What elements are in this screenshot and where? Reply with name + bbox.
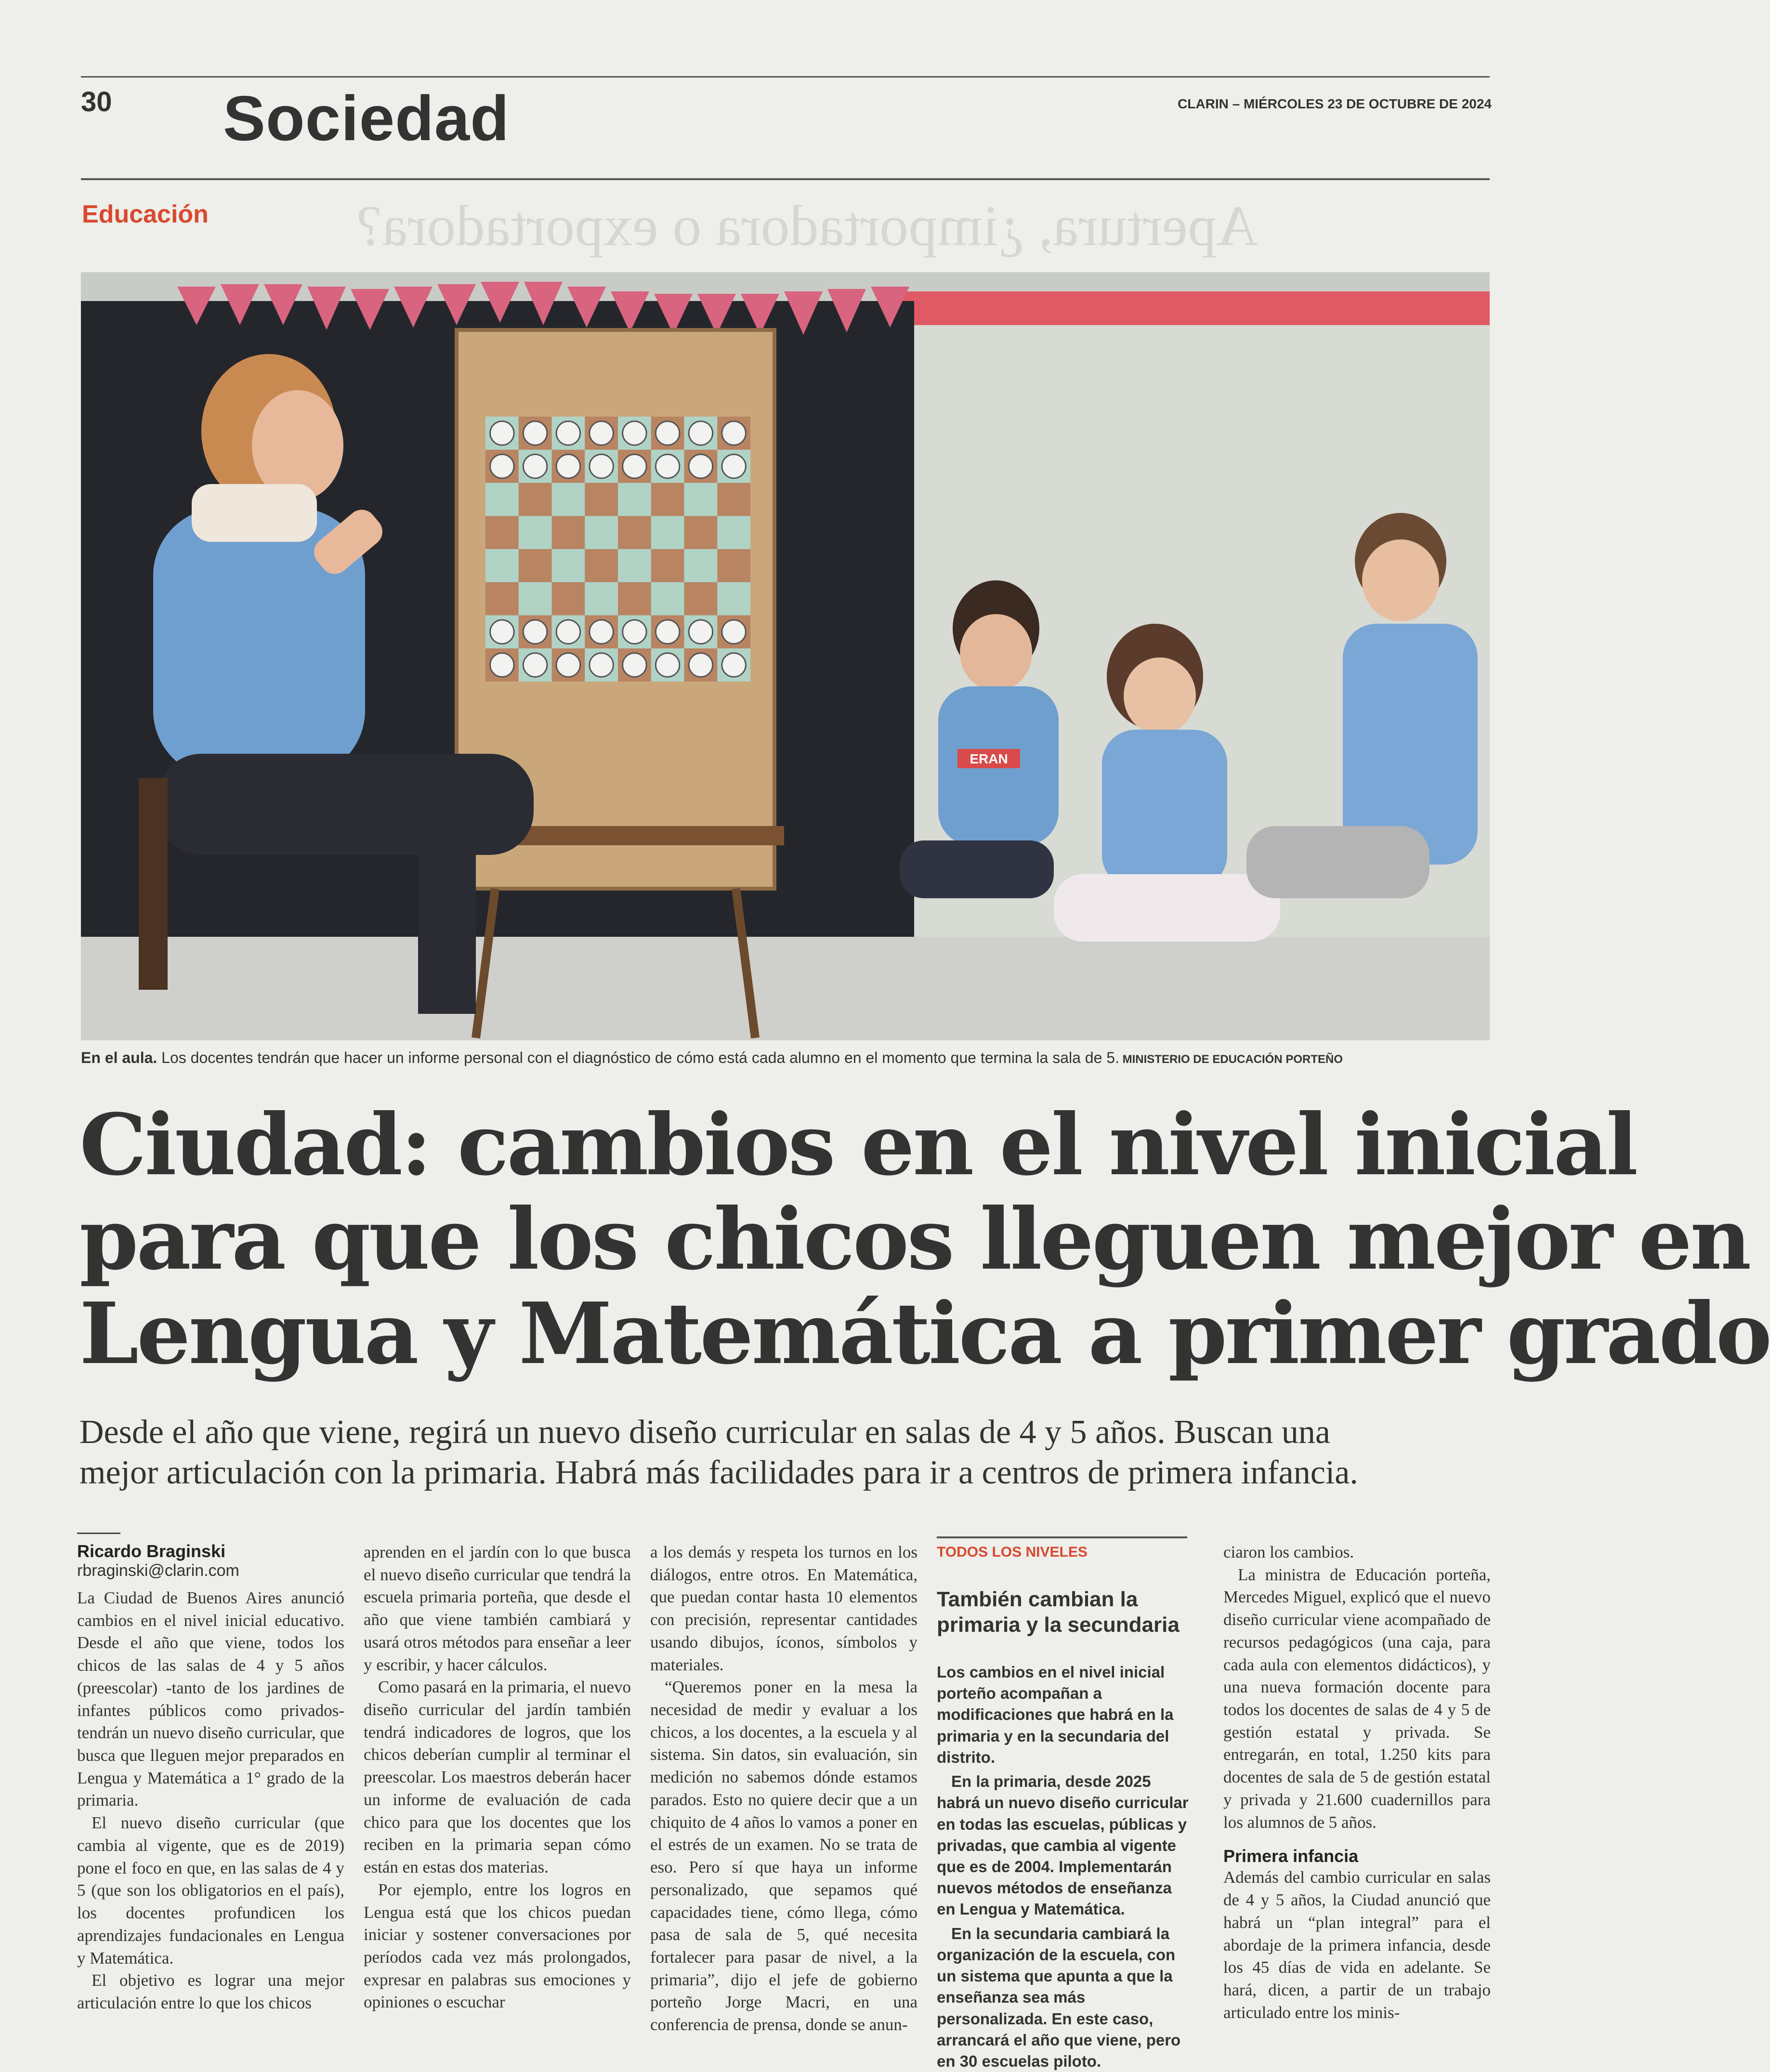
subhead: Primera infancia: [1223, 1846, 1359, 1866]
chess-piece: [490, 454, 514, 478]
chess-square: [519, 549, 552, 582]
paragraph: Por ejemplo, entre los logros en Lengua está que los chicos puedan iniciar y sostener conversaciones por períodos cada vez más prolongados, expresar en palabras sus emociones y opiniones o escuchar: [364, 1880, 631, 2012]
chess-piece: [656, 421, 680, 446]
sidebar-paragraph: Los cambios en el nivel inicial porteño acompañan a modificaciones que habrá en la primaria y en la secundaria del distrito.: [937, 1663, 1174, 1766]
chess-piece: [722, 421, 746, 446]
page-number: 30: [81, 86, 112, 118]
chess-square: [485, 516, 519, 549]
chess-square: [485, 582, 519, 616]
chess-piece: [590, 454, 614, 478]
headline-line: para que los chicos lleguen mejor en: [79, 1190, 1750, 1289]
chess-square: [519, 483, 552, 516]
chess-piece: [623, 620, 647, 644]
chess-piece: [556, 454, 580, 478]
chess-piece: [623, 454, 647, 478]
chess-piece: [722, 620, 746, 644]
chess-square: [651, 483, 684, 516]
article-column-3: [650, 1541, 918, 2036]
sidebar-body: [937, 1662, 1192, 2072]
article-column-2: [364, 1541, 631, 2014]
chess-piece: [590, 421, 614, 446]
bleed-through-text: Apertura, ¿importadora o exportadora?: [356, 194, 1259, 258]
chess-piece: [689, 421, 713, 446]
chess-square: [552, 516, 585, 549]
article-column-1: [77, 1541, 344, 2015]
photo-caption: [81, 1049, 1490, 1067]
chess-piece: [590, 653, 614, 677]
chess-piece: [523, 421, 547, 446]
deck-line: mejor articulación con la primaria. Habrá más facilidades para ir a centros de primera infancia.: [79, 1454, 1358, 1491]
article-headline: [79, 1096, 1770, 1383]
chess-piece: [689, 620, 713, 644]
sidebar-title: También cambian la primaria y la secundaria: [937, 1587, 1180, 1637]
chess-piece: [556, 421, 580, 446]
chess-piece: [656, 653, 680, 677]
byline-email: rbraginski@clarin.com: [77, 1561, 239, 1580]
chess-square: [651, 549, 684, 582]
paragraph: a los demás y respeta los turnos en los diálogos, entre otros. En Matemática, que puedan contar hasta 10 elementos con precisión, representar cantidades usando dibujos, íconos, símbolos y materiales.: [650, 1543, 918, 1674]
paragraph: La ministra de Educación porteña, Mercedes Miguel, explicó que el nuevo diseño curricular viene acompañado de recursos pedagógicos (una caja, para cada aula con elementos didácticos), y una nueva formación docente para todos los docentes de salas de 4 y 5 de gestión estatal y privada. Se entregarán, en total, 1.250 kits para docentes de sala de 5 de gestión estatal y privada y 21.600 cuadernillos para los alumnos de 5 años.: [1223, 1565, 1491, 1832]
header-rule: [81, 178, 1490, 180]
chess-square: [552, 582, 585, 616]
sidebar-paragraph: En la secundaria cambiará la organización de la escuela, con un sistema que apunta a que la enseñanza sea más personalizada. En este caso, arrancará el año que viene, pero en 30 escuelas piloto.: [937, 1924, 1181, 2070]
chess-piece: [523, 620, 547, 644]
chess-piece: [722, 454, 746, 478]
chess-piece: [523, 653, 547, 677]
chess-piece: [656, 454, 680, 478]
caption-text: Los docentes tendrán que hacer un informe personal con el diagnóstico de cómo está cada alumno en el momento que termina la sala de 5.: [157, 1049, 1119, 1066]
masthead-date: CLARIN – MIÉRCOLES 23 DE OCTUBRE DE 2024: [1178, 96, 1492, 111]
chess-square: [684, 582, 718, 616]
headline-line: Lengua y Matemática a primer grado: [79, 1285, 1770, 1383]
chess-square: [717, 483, 750, 516]
paragraph: El objetivo es lograr una mejor articulación entre lo que los chicos: [77, 1971, 344, 2012]
paragraph: La Ciudad de Buenos Aires anunció cambios en el nivel inicial educativo. Desde el año que viene, todos los chicos de las salas de 4 y 5 años (preescolar) -tanto de los jardines de infantes públicos como privados- tendrán un nuevo diseño curricular, que busca que lleguen mejor preparados en Lengua y Matemática a 1° grado de la primaria.: [77, 1588, 344, 1810]
chess-square: [684, 516, 718, 549]
sidebar-tag: TODOS LOS NIVELES: [937, 1536, 1187, 1561]
chess-piece: [689, 653, 713, 677]
chess-piece: [623, 653, 647, 677]
chess-piece: [590, 620, 614, 644]
top-rule: [81, 76, 1490, 78]
vest-logo-text: ERAN: [970, 751, 1008, 766]
section-kicker: Educación: [82, 200, 209, 228]
chess-piece: [556, 620, 580, 644]
article-deck: [79, 1412, 1505, 1493]
chess-piece: [656, 620, 680, 644]
chess-piece: [523, 454, 547, 478]
chess-piece: [490, 421, 514, 446]
chess-piece: [490, 653, 514, 677]
sidebar-paragraph: En la primaria, desde 2025 habrá un nuevo diseño curricular en todas las escuelas, públicas y privadas, que cambia al vigente que es de 2004. Implementarán nuevos métodos de enseñanza en Lengua y Matemática.: [937, 1772, 1189, 1918]
article-photo: [81, 272, 1490, 1040]
paragraph: ciaron los cambios.: [1223, 1543, 1354, 1561]
chess-square: [717, 549, 750, 582]
paragraph: Como pasará en la primaria, el nuevo diseño curricular del jardín también tendrá indicadores de logros, que los chicos deberían cumplir al terminar el preescolar. Los maestros deberán hacer un informe de evaluación de cada chico para que los docentes que los reciben en la primaria sepan cómo están en estas dos materias.: [364, 1678, 631, 1877]
byline-rule: [77, 1533, 120, 1534]
byline-name: Ricardo Braginski: [77, 1541, 226, 1561]
chess-piece: [689, 454, 713, 478]
paragraph: El nuevo diseño curricular (que cambia al vigente, que es de 2019) pone el foco en que, en las salas de 4 y 5 (que son los obligatorios en el país), los docentes profundicen los aprendizajes fundacionales en Lengua y Matemática.: [77, 1813, 344, 1967]
chess-square: [618, 516, 651, 549]
paragraph: aprenden en el jardín con lo que busca el nuevo diseño curricular que tendrá la escuela primaria porteña, que desde el año que viene también cambiará y usará otros métodos para enseñar a leer y escribir, y hacer cálculos.: [364, 1543, 631, 1674]
chess-piece: [556, 653, 580, 677]
caption-credit: MINISTERIO DE EDUCACIÓN PORTEÑO: [1119, 1053, 1343, 1066]
chess-piece: [722, 653, 746, 677]
paragraph: “Queremos poner en la mesa la necesidad de medir y evaluar a los chicos, a los docentes, a la escuela y al sistema. Sin datos, sin evaluación, sin medición no sabemos dónde estamos parados. Esto no quiere decir que a un chiquito de 4 años lo vamos a poner en el estrés de un examen. No se trata de eso. Pero sí que haya un informe personalizado, que sepamos qué capacidades tiene, cómo llega, cómo pasa de sala de 5, qué necesita fortalecer para pasar de nivel, a la primaria”, dijo el jefe de gobierno porteño Jorge Macri, en una conferencia de prensa, donde se anun-: [650, 1678, 918, 2034]
chess-square: [618, 582, 651, 616]
deck-line: Desde el año que viene, regirá un nuevo diseño curricular en salas de 4 y 5 años. Buscan una: [79, 1414, 1330, 1451]
chess-square: [585, 483, 618, 516]
chess-square: [585, 549, 618, 582]
headline-line: Ciudad: cambios en el nivel inicial: [79, 1096, 1637, 1194]
caption-lead: En el aula.: [81, 1049, 157, 1066]
section-title: Sociedad: [223, 83, 510, 154]
chess-piece: [490, 620, 514, 644]
chess-piece: [623, 421, 647, 446]
article-column-5: [1223, 1541, 1491, 2024]
paragraph: Además del cambio curricular en salas de 4 y 5 años, la Ciudad anunció que habrá un “plan integral” para el abordaje de la primera infancia, desde los 45 días de vida en adelante. Se hará, dicen, a partir de un trabajo articulado entre los minis-: [1223, 1868, 1491, 2022]
